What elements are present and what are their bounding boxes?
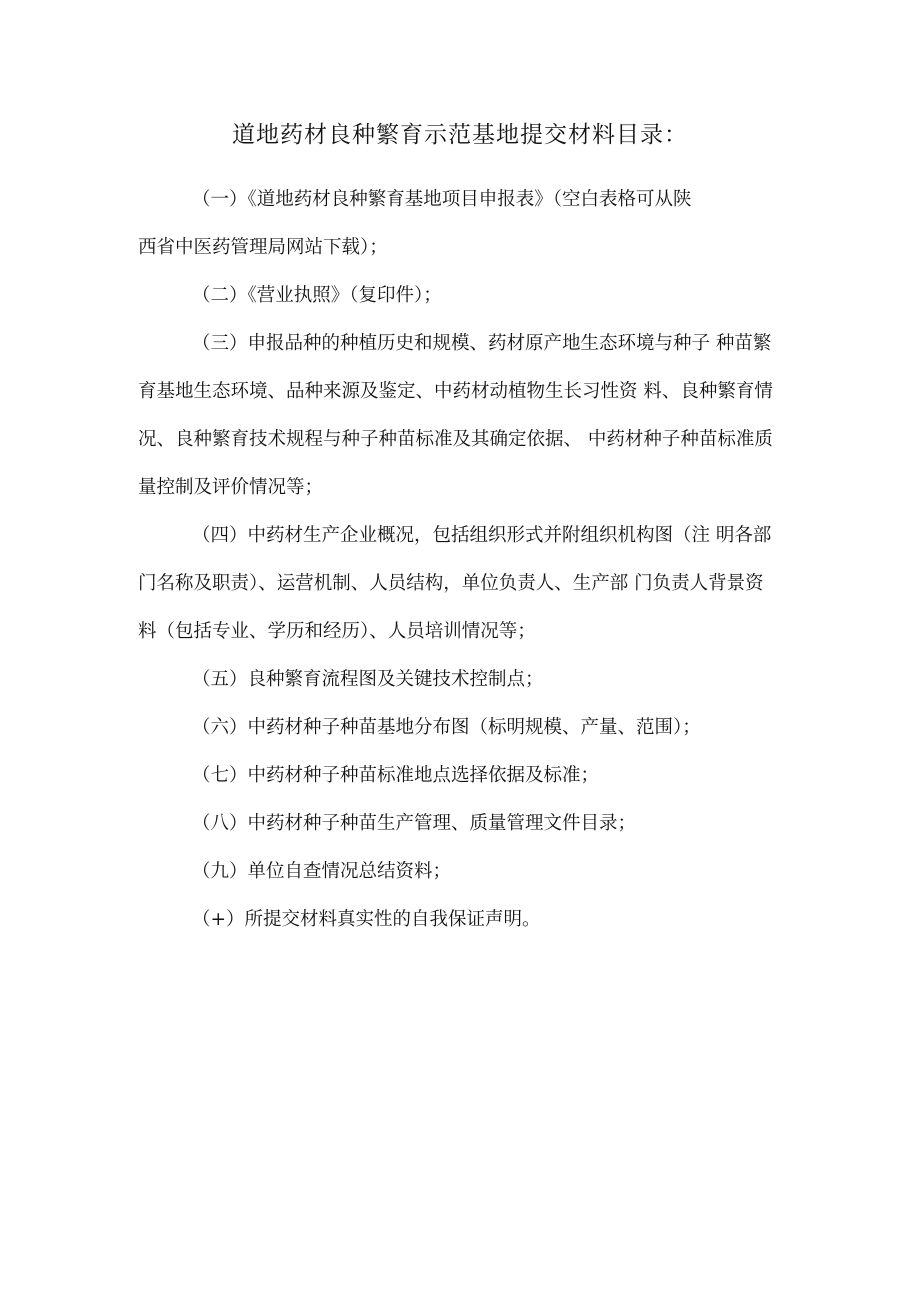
list-item-line: （三）申报品种的种植历史和规模、药材原产地生态环境与种子 种苗繁 bbox=[192, 333, 772, 354]
list-item-line: 况、良种繁育技术规程与种子种苗标准及其确定依据、 中药材种子种苗标准质 bbox=[138, 429, 773, 450]
list-item bbox=[138, 512, 828, 656]
list-item-line: （九）单位自查情况总结资料； bbox=[192, 861, 452, 882]
list-item-line: （五）良种繁育流程图及关键技术控制点； bbox=[192, 669, 544, 690]
list-item-line: 西省中医药管理局网站下载）； bbox=[138, 237, 388, 258]
list-item-line: （八）中药材种子种苗生产管理、质量管理文件目录； bbox=[192, 813, 637, 834]
list-item-line: （二）《营业执照》（复印件）； bbox=[192, 285, 442, 306]
list-item bbox=[138, 800, 828, 848]
list-item-line: 料（包括专业、学历和经历）、人员培训情况等； bbox=[138, 621, 536, 642]
list-item bbox=[138, 272, 828, 320]
list-item bbox=[138, 320, 828, 512]
list-item-line: 门名称及职责）、运营机制、人员结构，单位负责人、生产部 门负责人背景资 bbox=[138, 573, 764, 594]
list-item bbox=[138, 176, 828, 272]
list-item-line: （四）中药材生产企业概况，包括组织形式并附组织机构图（注 明各部 bbox=[192, 525, 772, 546]
list-item-line: （七）中药材种子种苗标准地点选择依据及标准； bbox=[192, 765, 600, 786]
materials-list bbox=[138, 176, 828, 944]
list-item bbox=[138, 896, 828, 944]
list-item bbox=[138, 848, 828, 896]
list-item-line: （+）所提交材料真实性的自我保证声明。 bbox=[192, 909, 541, 930]
list-item-line: 育基地生态环境、品种来源及鉴定、中药材动植物生长习性资 料、良种繁育情 bbox=[138, 381, 773, 402]
list-item bbox=[138, 752, 828, 800]
list-item bbox=[138, 704, 828, 752]
document-title: 道地药材良种繁育示范基地提交材料目录： bbox=[232, 122, 688, 148]
list-item-line: （六）中药材种子种苗基地分布图（标明规模、产量、范围）； bbox=[192, 717, 701, 738]
list-item bbox=[138, 656, 828, 704]
list-item-line: 量控制及评价情况等； bbox=[138, 477, 324, 498]
list-item-line: （一）《道地药材良种繁育基地项目申报表》（空白表格可从陕 bbox=[192, 189, 692, 210]
